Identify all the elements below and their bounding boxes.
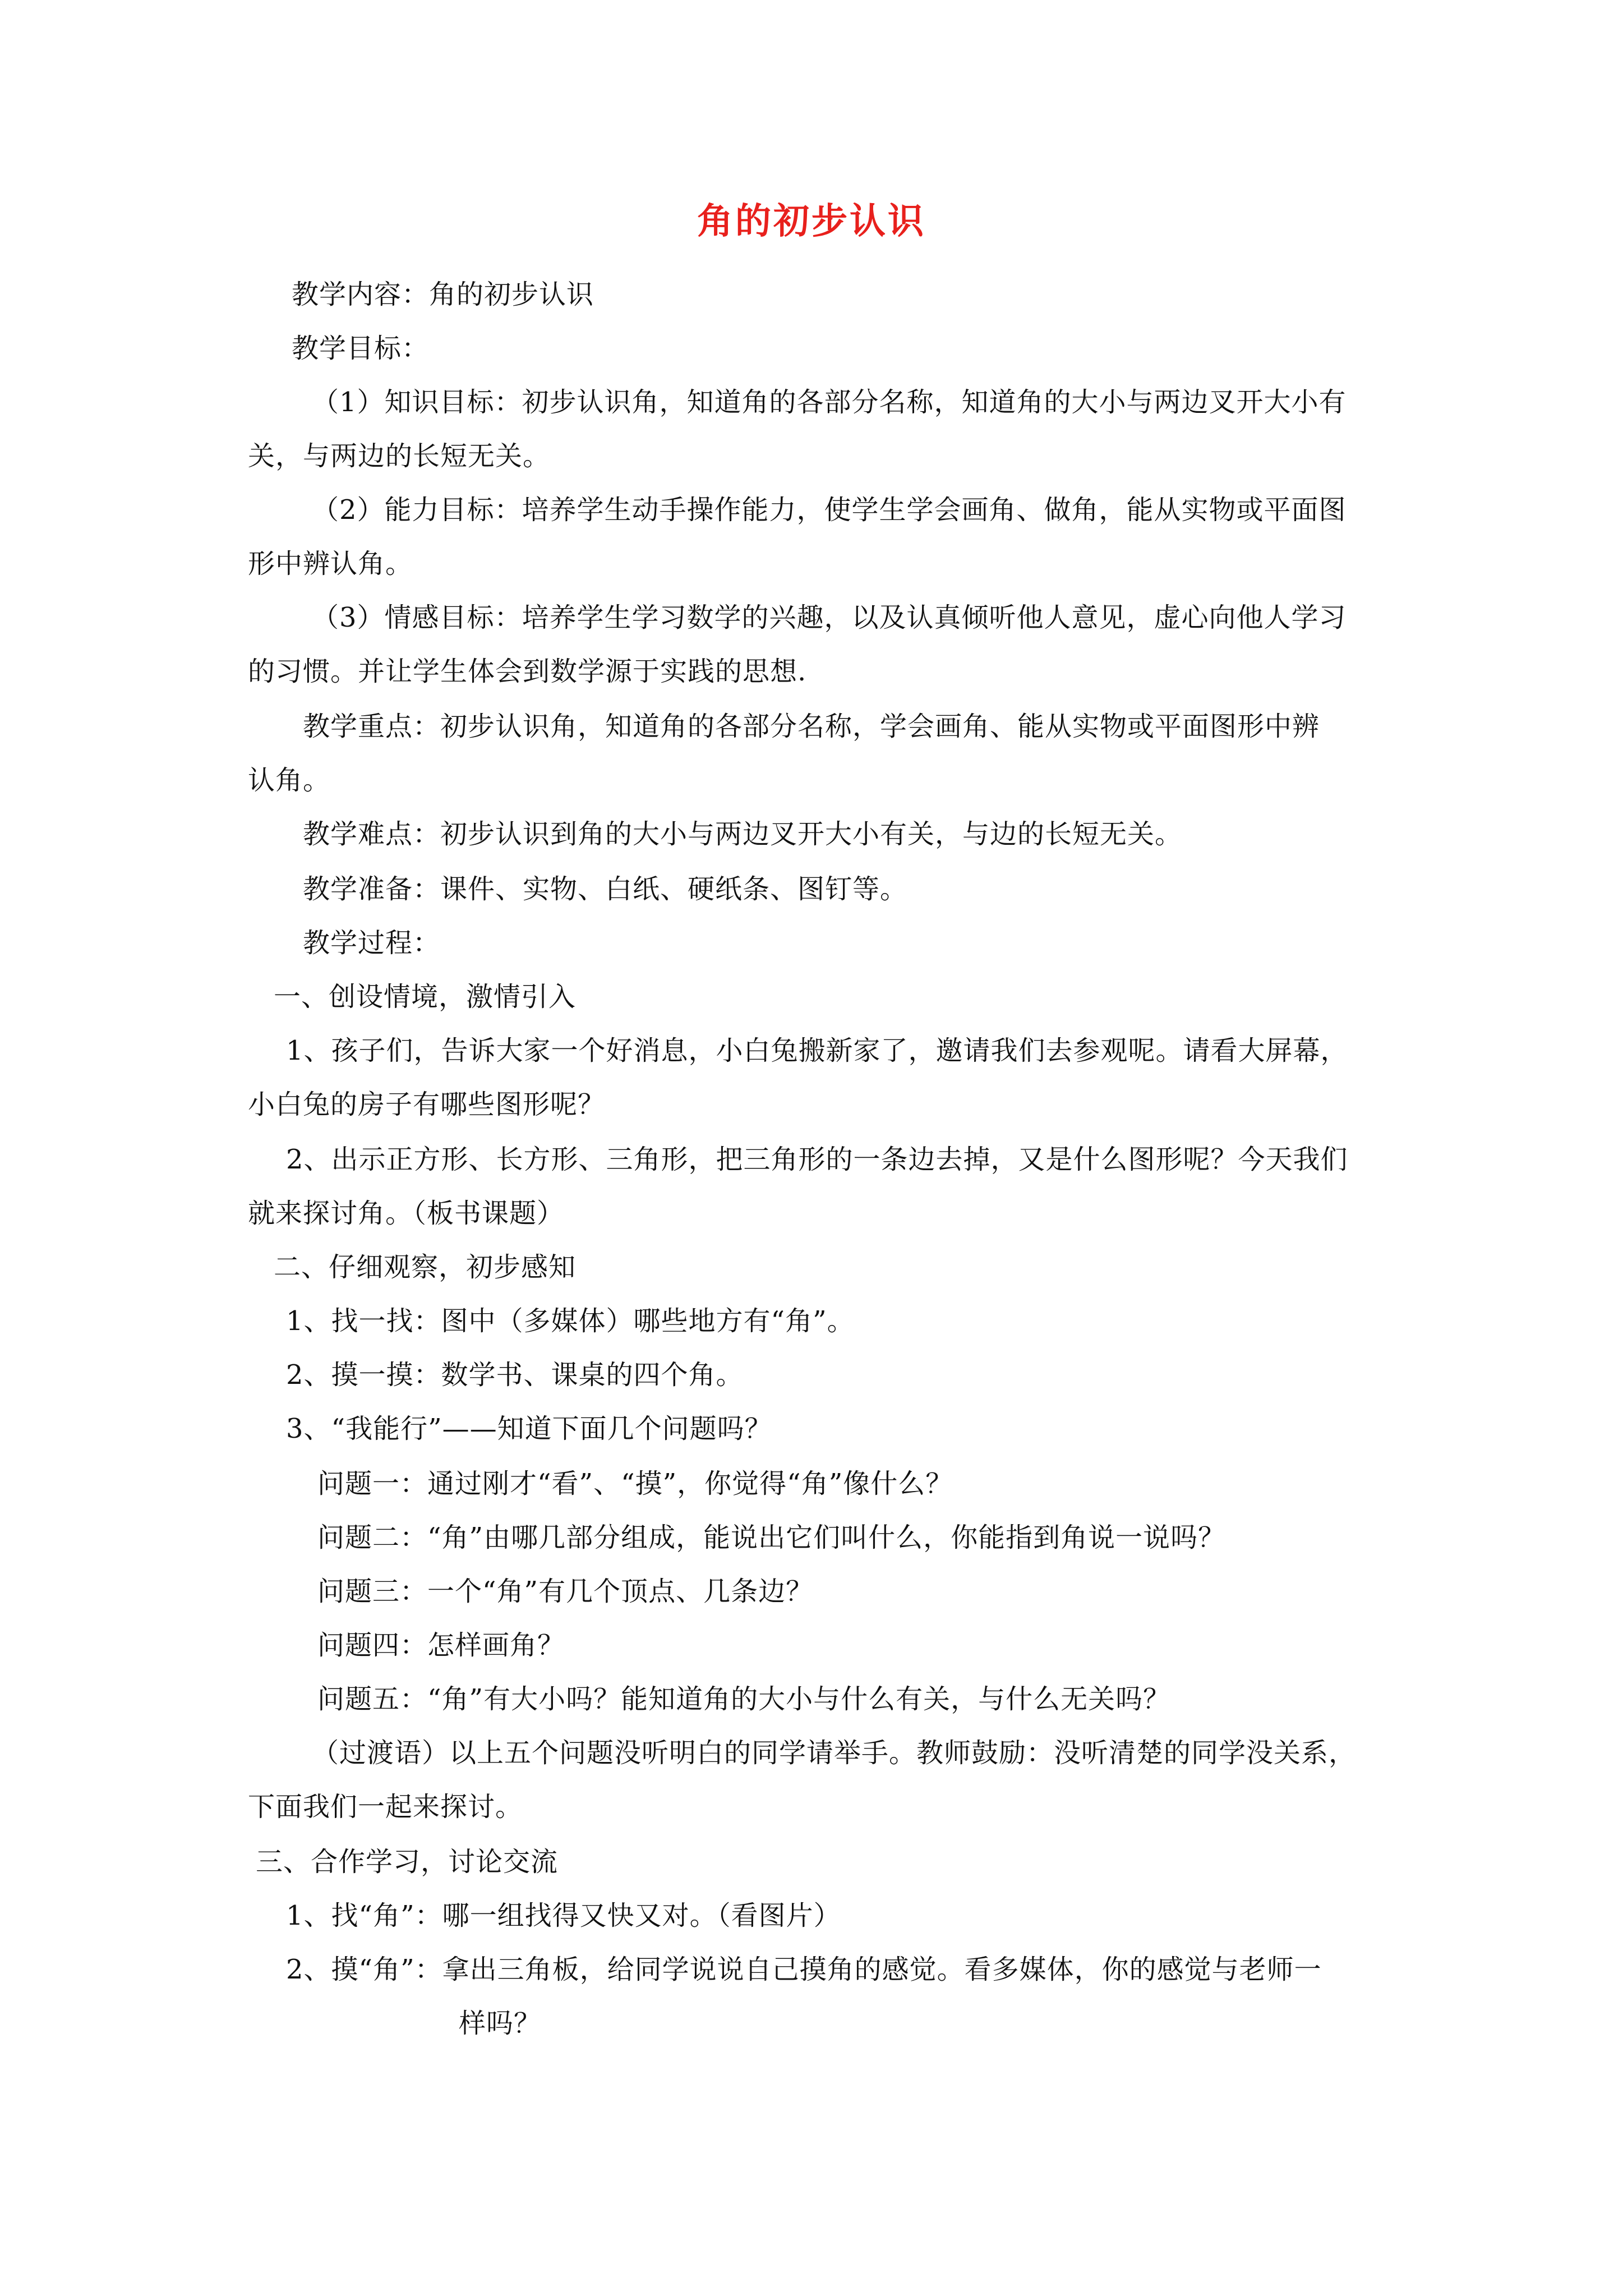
section-one-item-2-line-2: 就来探讨角。（板书课题） <box>248 1198 565 1229</box>
section-two-heading: 二、仔细观察，初步感知 <box>274 1251 577 1283</box>
section-one-item-2-line-1: 2、出示正方形、长方形、三角形，把三角形的一条边去掉，又是什么图形呢？今天我们 <box>286 1144 1348 1175</box>
section-one-heading: 一、创设情境，激情引入 <box>274 981 577 1013</box>
section-three-heading: 三、合作学习，讨论交流 <box>256 1846 559 1878</box>
transition-line-2: 下面我们一起来探讨。 <box>248 1791 523 1823</box>
section-two-item-1: 1、找一找：图中（多媒体）哪些地方有“角”。 <box>286 1305 855 1337</box>
key-points-line-2: 认角。 <box>248 765 331 796</box>
section-one-item-1-line-2: 小白兔的房子有哪些图形呢？ <box>248 1089 606 1120</box>
teaching-content-line: 教学内容：角的初步认识 <box>292 279 594 310</box>
section-one-item-1-line-1: 1、孩子们，告诉大家一个好消息，小白兔搬新家了，邀请我们去参观呢。请看大屏幕， <box>286 1035 1348 1066</box>
question-five: 问题五：“角”有大小吗？能知道角的大小与什么有关，与什么无关吗？ <box>317 1683 1171 1715</box>
knowledge-goal-line-1: （1）知识目标：初步认识角，知道角的各部分名称，知道角的大小与两边叉开大小有 <box>312 386 1347 418</box>
question-four: 问题四：怎样画角？ <box>317 1630 565 1661</box>
question-three: 问题三：一个“角”有几个顶点、几条边？ <box>317 1576 814 1607</box>
teaching-goals-heading: 教学目标： <box>292 333 430 364</box>
difficulty-line: 教学难点：初步认识到角的大小与两边叉开大小有关，与边的长短无关。 <box>303 818 1183 850</box>
section-three-item-2-line-2: 样吗？ <box>459 2008 542 2039</box>
preparation-line: 教学准备：课件、实物、白纸、硬纸条、图钉等。 <box>303 873 908 905</box>
question-two: 问题二：“角”由哪几部分组成，能说出它们叫什么，你能指到角说一说吗？ <box>317 1522 1226 1553</box>
emotion-goal-line-1: （3）情感目标：培养学生学习数学的兴趣，以及认真倾听他人意见，虚心向他人学习 <box>312 602 1347 633</box>
ability-goal-line-2: 形中辨认角。 <box>248 548 413 579</box>
section-three-item-2-line-1: 2、摸“角”：拿出三角板，给同学说说自己摸角的感觉。看多媒体，你的感觉与老师一 <box>286 1954 1322 1985</box>
key-points-line-1: 教学重点：初步认识角，知道角的各部分名称，学会画角、能从实物或平面图形中辨 <box>303 711 1320 742</box>
section-two-item-2: 2、摸一摸：数学书、课桌的四个角。 <box>286 1359 744 1391</box>
ability-goal-line-1: （2）能力目标：培养学生动手操作能力，使学生学会画角、做角，能从实物或平面图 <box>312 494 1347 526</box>
transition-line-1: （过渡语）以上五个问题没听明白的同学请举手。教师鼓励：没听清楚的同学没关系， <box>312 1737 1357 1769</box>
process-heading: 教学过程： <box>303 927 441 959</box>
document-title: 角的初步认识 <box>697 200 926 242</box>
emotion-goal-line-2: 的习惯。并让学生体会到数学源于实践的思想. <box>248 656 807 687</box>
section-three-item-1: 1、找“角”：哪一组找得又快又对。（看图片） <box>286 1900 841 1931</box>
question-one: 问题一：通过刚才“看”、“摸”，你觉得“角”像什么？ <box>317 1468 953 1499</box>
knowledge-goal-line-2: 关，与两边的长短无关。 <box>248 440 551 472</box>
section-two-item-3: 3、“我能行”——知道下面几个问题吗？ <box>286 1413 772 1444</box>
